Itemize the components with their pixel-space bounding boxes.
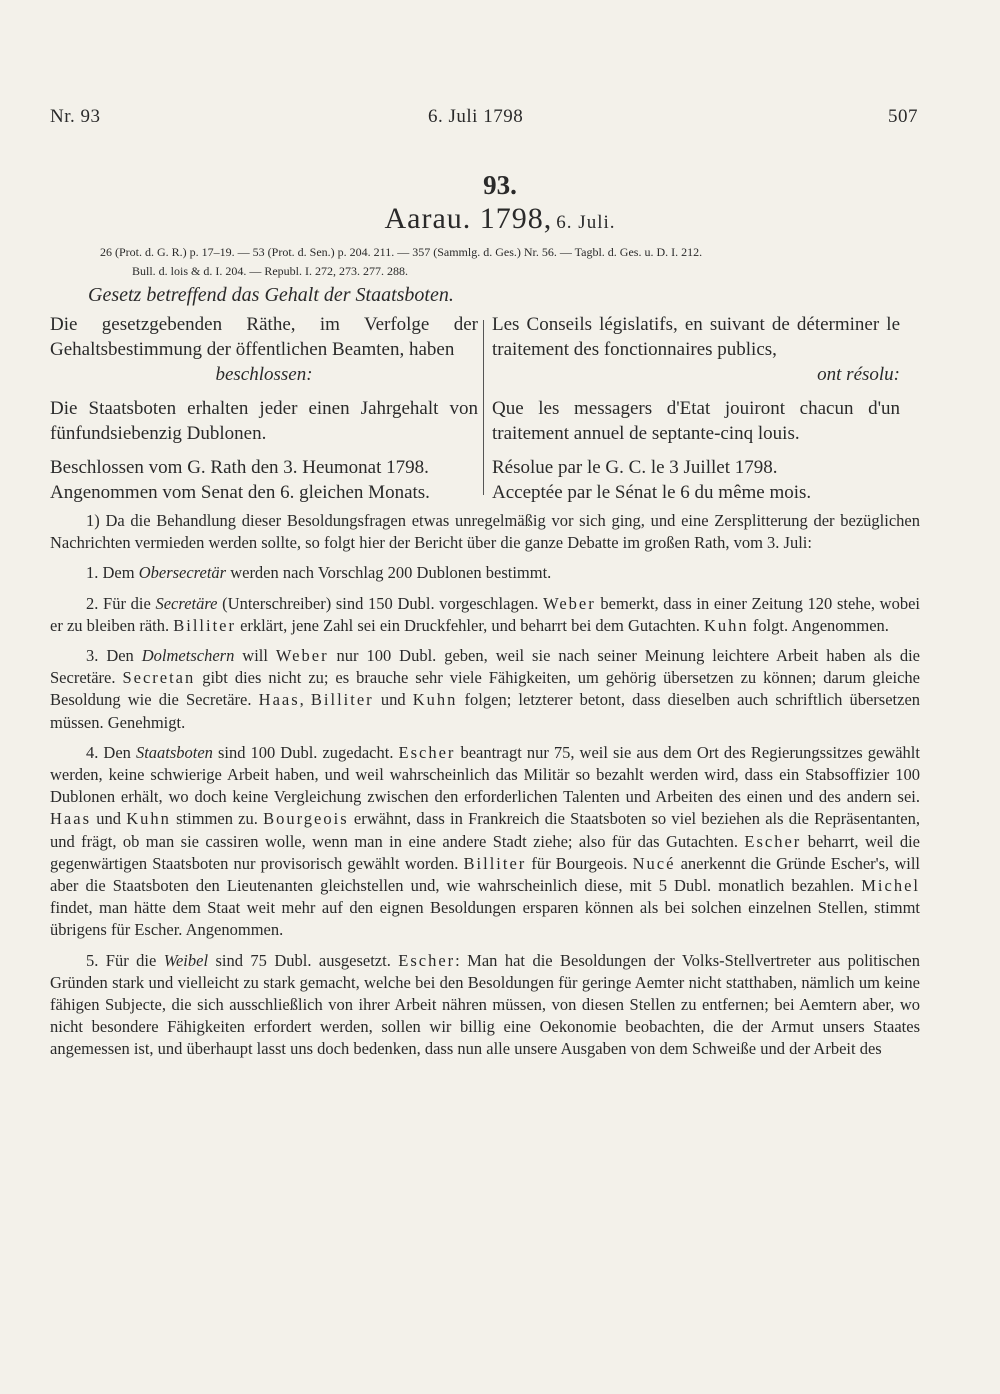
- french-article: Que les messagers d'Etat jouiront chacun d'un traitement annuel de septante-cinq louis.: [492, 398, 900, 444]
- references-line-2: Bull. d. lois & d. I. 204. — Republ. I. 272, 273. 277. 288.: [132, 264, 408, 278]
- speaker-name: Kuhn: [126, 809, 171, 829]
- speaker-name: Secretan: [122, 668, 196, 688]
- german-preamble: Die gesetzgebenden Räthe, im Verfolge der Gehaltsbestimmung der öffentlichen Beamten, haben: [50, 314, 478, 360]
- note-item-1: [50, 562, 920, 584]
- french-column: [492, 312, 900, 505]
- note-text: und: [373, 690, 413, 710]
- note-italic-term: Weibel: [163, 950, 209, 970]
- note-item-5: [50, 950, 920, 1061]
- column-divider: [483, 320, 484, 495]
- header-date: 6. Juli 1798: [428, 106, 524, 127]
- note-text: findet, man hätte dem Staat weit mehr auf den eignen Besoldungen ersparen können als bei solchen einzelnen Stellen, stimmt übrigens für Escher. Angenommen.: [50, 898, 920, 940]
- speaker-name: Nucé: [632, 853, 676, 873]
- note-text: und: [90, 809, 127, 829]
- page-number: 507: [888, 106, 918, 127]
- note-text: (Unterschreiber) sind 150 Dubl. vorgeschlagen.: [217, 593, 544, 613]
- speaker-name: Haas: [50, 809, 91, 829]
- note-text: 2. Für die: [86, 593, 156, 613]
- header-doc-number: Nr. 93: [50, 106, 101, 127]
- french-resolved: ont résolu:: [817, 364, 900, 385]
- title-day: 6. Juli.: [556, 212, 616, 233]
- note-text: beantragt nur 75, weil sie aus dem Ort des Regierungssitzes gewählt werden, keine schwierige Arbeit haben, und weil wahrscheinlich das Militär so bezahlt werden wird, dass ein Stabsoffizier 100 Dublonen erhält, wo doch keine Vergleichung zwischen den erforderlichen Talenten und Arbeiten des einen und des andern sei.: [50, 742, 920, 807]
- note-italic-term: Dolmetschern: [141, 646, 235, 666]
- note-text: werden nach Vorschlag 200 Dublonen bestimmt.: [226, 563, 552, 583]
- speaker-name: Billiter: [463, 853, 527, 873]
- speaker-name: Escher: [398, 742, 456, 762]
- note-text: sind 75 Dubl. ausgesetzt.: [208, 950, 399, 970]
- note-text: sind 100 Dubl. zugedacht.: [212, 742, 399, 762]
- speaker-name: Weber: [275, 646, 329, 666]
- speaker-name: Weber: [543, 593, 596, 613]
- references-line-1: 26 (Prot. d. G. R.) p. 17–19. — 53 (Prot. d. Sen.) p. 204. 211. — 357 (Sammlg. d. Ges.) Nr. 56. — Tagbl. d. Ges. u. D. I. 212.: [100, 245, 703, 259]
- note-text: erwähnt, dass in Frankreich die Staatsboten so viel beziehen als die Repräsentanten, und frägt, ob man sie cassiren wolle, wenn man in eine andere Stadt ziehe; also für das Gutachten.: [50, 809, 921, 851]
- note-text: 1. Dem: [86, 563, 139, 583]
- note-text: folgt. Angenommen.: [748, 615, 889, 635]
- note-text: gibt dies nicht zu; es brauche sehr viele Fähigkeiten, um gehörig übersetzen zu können; darum gleiche Besoldung wie die Secretäre.: [50, 668, 920, 710]
- footnotes: [50, 510, 920, 1069]
- note-text: bemerkt, dass in einer Zeitung 120 stehe, wobei er zu bleiben räth.: [50, 593, 920, 635]
- note-text: erklärt, jene Zahl sei ein Druckfehler, und beharrt bei dem Gutachten.: [235, 615, 705, 635]
- note-text: folgen; letzterer betont, dass dieselben auch schriftlich übersetzen müssen. Genehmigt.: [50, 690, 921, 732]
- note-text: nur 100 Dubl. geben, weil sie nach seiner Meinung leichtere Arbeit haben als die Secretäre.: [50, 646, 921, 688]
- document-number: 93.: [483, 170, 517, 200]
- note-item-2: [50, 593, 920, 637]
- note-italic-term: Secretäre: [155, 593, 218, 613]
- speaker-name: Kuhn: [704, 615, 749, 635]
- title-place-year: Aarau. 1798,: [384, 202, 553, 235]
- note-text: 4. Den: [86, 742, 136, 762]
- note-text: will: [234, 646, 276, 666]
- speaker-name: Billiter: [173, 615, 236, 635]
- speaker-name: Escher: [398, 950, 456, 970]
- speaker-name: Billiter: [310, 690, 374, 710]
- note-intro: 1) Da die Behandlung dieser Besoldungsfragen etwas unregelmäßig vor sich ging, und eine Zersplitterung der bezüglichen Nachrichten vermieden werden sollte, so folgt hier der Bericht über die ganze Debatte im großen Rath, vom 3. Juli:: [50, 511, 920, 553]
- speaker-name: Escher: [744, 831, 802, 851]
- document-title: [0, 202, 1000, 236]
- german-resolved: beschlossen:: [215, 364, 313, 385]
- note-italic-term: Staatsboten: [135, 742, 213, 762]
- note-text: beharrt, weil die gegenwärtigen Staatsboten nur provisorisch gewählt worden.: [50, 831, 920, 873]
- french-accepted-senate: Acceptée par le Sénat le 6 du même mois.: [492, 482, 812, 503]
- german-column: [50, 312, 478, 505]
- german-accepted-senate: Angenommen vom Senat den 6. gleichen Monats.: [50, 482, 430, 503]
- note-text: stimmen zu.: [170, 809, 264, 829]
- speaker-name: Michel: [861, 876, 920, 896]
- note-text: anerkennt die Gründe Escher's, will aber die Staatsboten den Lieutenanten gleichstellen und, wie wahrscheinlich diese, mit 5 Dubl. monatlich bezahlen.: [50, 853, 920, 896]
- french-passed-council: Résolue par le G. C. le 3 Juillet 1798.: [492, 457, 778, 478]
- note-text: 3. Den: [86, 646, 142, 666]
- note-text: : Man hat die Besoldungen der Volks-Stellvertreter aus politischen Gründen stark und vielleicht zu stark gemacht, welche bei den Besoldungen für geringe Aemter nicht statthaben, nämlich um keine fähigen Subjecte, die sich ausschließlich von ihrer Arbeit nähren müssen, von diesen Stellen zu entfernen; bei Aemtern aber, wo nicht besondere Fähigkeiten erfordert werden, sollen wir billig eine Oekonomie beobachten, die der Armut unsers Staates angemessen ist, und überhaupt lasst uns doch bedenken, dass nun alle unsere Ausgaben von dem Schweiße und der Arbeit des: [50, 950, 920, 1059]
- speaker-name: Haas: [258, 690, 300, 710]
- note-text: 5. Für die: [86, 950, 164, 970]
- source-references: [100, 243, 920, 281]
- german-passed-council: Beschlossen vom G. Rath den 3. Heumonat 1798.: [50, 457, 429, 478]
- note-item-3: [50, 645, 920, 734]
- speaker-name: Kuhn: [412, 690, 458, 710]
- german-article: Die Staatsboten erhalten jeder einen Jahrgehalt von fünfundsiebenzig Dublonen.: [50, 398, 478, 444]
- note-text: für Bourgeois.: [526, 853, 633, 873]
- note-italic-term: Obersecretär: [138, 563, 227, 583]
- note-item-4: [50, 742, 920, 942]
- french-preamble: Les Conseils législatifs, en suivant de déterminer le traitement des fonctionnaires publics,: [492, 314, 900, 360]
- note-text: ,: [299, 690, 311, 710]
- speaker-name: Bourgeois: [263, 809, 349, 829]
- law-subject-heading: Gesetz betreffend das Gehalt der Staatsboten.: [88, 284, 454, 306]
